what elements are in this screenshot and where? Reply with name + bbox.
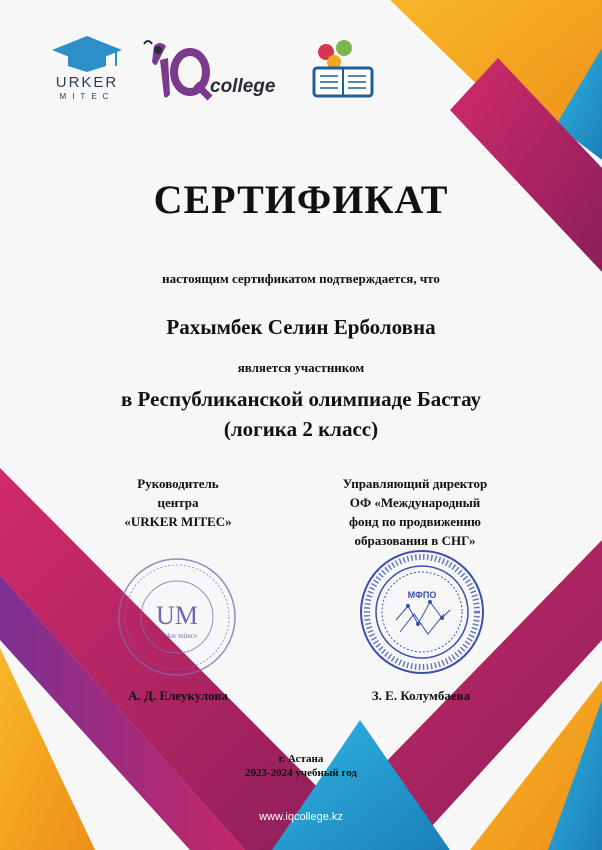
right-signatory-title	[300, 474, 530, 550]
stamp-left-mark: UM	[156, 601, 198, 630]
role-text: является участником	[237, 360, 365, 375]
olympiad-line-1: в Республиканской олимпиаде Бастау	[120, 387, 482, 411]
stamp-right-mark: МФПО	[407, 590, 437, 600]
stamp-left-sub: «Urker mitec»	[156, 632, 198, 640]
left-title-line-3: «URKER MITEC»	[124, 514, 232, 529]
urker-logo-name: URKER	[55, 74, 119, 91]
right-signer-name: З. Е. Колумбаева	[371, 688, 471, 703]
left-signatory-title	[78, 474, 278, 531]
open-book-icon	[308, 38, 378, 100]
urker-mitec-logo	[42, 30, 132, 108]
confirm-text: настоящим сертификатом подтверждается, что	[162, 271, 440, 286]
left-signer-name: А. Д. Елеукулова	[128, 688, 228, 703]
participant-name: Рахымбек Селин Ерболовна	[166, 315, 436, 339]
right-title-line-3: фонд по продвижению	[349, 514, 481, 529]
website-link[interactable]: www.iqcollege.kz	[259, 811, 343, 823]
city: г. Астана	[278, 753, 324, 765]
urker-logo-sub: MITEC	[59, 92, 115, 101]
urker-mitec-stamp	[116, 556, 238, 678]
left-title-line-1: Руководитель	[137, 476, 219, 491]
issue-place-date	[0, 752, 602, 780]
left-title-line-2: центра	[157, 495, 199, 510]
iq-logo-word: college	[210, 76, 276, 97]
right-title-line-2: ОФ «Международный	[349, 495, 481, 510]
foundation-stamp	[358, 548, 486, 676]
graduation-cap-icon	[42, 30, 132, 74]
book-logo	[308, 38, 378, 100]
olympiad-title	[0, 384, 602, 444]
iq-college-logo	[140, 36, 300, 104]
olympiad-line-2: (логика 2 класс)	[223, 417, 379, 441]
right-title-line-4: образования в СНГ»	[354, 533, 476, 548]
academic-year: 2023-2024 учебный год	[245, 767, 357, 779]
certificate-title: СЕРТИФИКАТ	[153, 177, 449, 222]
right-title-line-1: Управляющий директор	[342, 476, 488, 491]
